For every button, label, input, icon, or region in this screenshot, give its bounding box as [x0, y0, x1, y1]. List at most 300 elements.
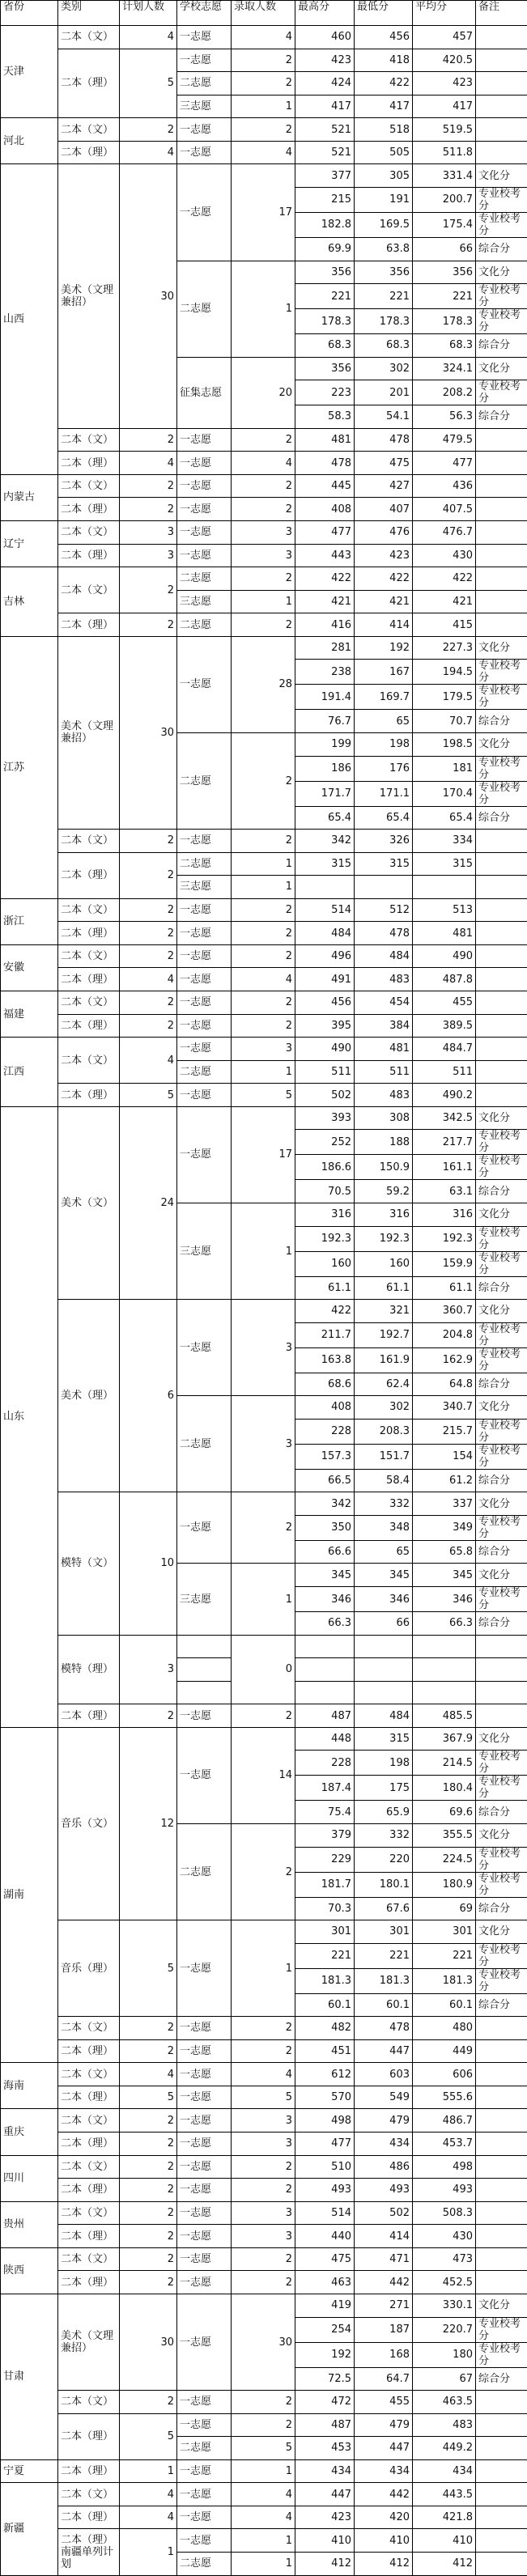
cell-choice: 一志愿	[177, 2529, 232, 2553]
cell-note: 专业校考分	[476, 1872, 527, 1897]
cell-min-score: 345	[355, 1564, 413, 1587]
cell-choice: 一志愿	[177, 1727, 232, 1823]
cell-admitted: 20	[232, 357, 295, 428]
cell-avg-score: 181	[413, 756, 476, 781]
cell-plan-count: 2	[120, 2039, 177, 2063]
cell-admitted: 2	[232, 944, 295, 968]
cell-admitted: 4	[232, 26, 295, 49]
cell-min-score: 471	[355, 2247, 413, 2271]
table-row	[1, 164, 527, 188]
cell-max-score: 493	[295, 2179, 355, 2202]
cell-avg-score: 154	[413, 1444, 476, 1469]
table-header-row	[1, 1, 527, 26]
cell-max-score: 422	[295, 567, 355, 591]
cell-plan-count: 2	[120, 498, 177, 521]
cell-max-score: 502	[295, 1084, 355, 1107]
table-row	[1, 852, 527, 876]
cell-avg-score: 415	[413, 613, 476, 637]
cell-avg-score: 483	[413, 2413, 476, 2437]
cell-note	[476, 2109, 527, 2133]
cell-max-score: 521	[295, 118, 355, 142]
cell-note: 综合分	[476, 1993, 527, 2017]
cell-note: 文化分	[476, 1492, 527, 1516]
cell-plan-count: 1	[120, 2529, 177, 2575]
cell-note	[476, 2039, 527, 2063]
cell-province: 新疆	[1, 2483, 58, 2575]
cell-note: 文化分	[476, 636, 527, 660]
cell-max-score: 487	[295, 2413, 355, 2437]
cell-max-score: 422	[295, 1300, 355, 1323]
cell-admitted: 2	[232, 830, 295, 853]
cell-note	[476, 474, 527, 498]
cell-min-score: 221	[355, 284, 413, 309]
cell-note: 专业校考分	[476, 1322, 527, 1347]
cell-category: 美术（理）	[58, 1300, 120, 1492]
cell-min-score: 420	[355, 2506, 413, 2529]
cell-avg-score: 508.3	[413, 2201, 476, 2225]
cell-note: 专业校考分	[476, 1776, 527, 1801]
table-row	[1, 2017, 527, 2040]
cell-note: 综合分	[476, 1612, 527, 1636]
cell-note: 文化分	[476, 1564, 527, 1587]
cell-max-score: 238	[295, 660, 355, 685]
table-row	[1, 1084, 527, 1107]
cell-note: 专业校考分	[476, 781, 527, 806]
cell-note: 综合分	[476, 710, 527, 733]
cell-note	[476, 2179, 527, 2202]
table-row	[1, 2391, 527, 2414]
cell-admitted: 2	[232, 118, 295, 142]
header-note: 备注	[476, 1, 527, 26]
cell-avg-score: 69.6	[413, 1801, 476, 1824]
cell-category: 二本（理）	[58, 452, 120, 475]
cell-avg-score: 463.5	[413, 2391, 476, 2414]
cell-note: 综合分	[476, 1373, 527, 1396]
cell-max-score: 315	[295, 852, 355, 876]
cell-max-score: 76.7	[295, 710, 355, 733]
cell-choice: 一志愿	[177, 2247, 232, 2271]
cell-avg-score: 221	[413, 284, 476, 309]
cell-max-score: 443	[295, 544, 355, 567]
cell-max-score: 496	[295, 944, 355, 968]
cell-choice: 二志愿	[177, 72, 232, 95]
cell-note	[476, 26, 527, 49]
cell-note	[476, 2506, 527, 2529]
cell-admitted: 2	[232, 922, 295, 945]
cell-category: 二本（理）	[58, 2225, 120, 2248]
cell-min-score: 454	[355, 991, 413, 1015]
cell-category: 二本（文）	[58, 2247, 120, 2271]
cell-category: 二本（理）	[58, 2413, 120, 2459]
cell-min-score: 54.1	[355, 405, 413, 429]
cell-note: 文化分	[476, 1920, 527, 1944]
cell-min-score: 67.6	[355, 1897, 413, 1920]
cell-avg-score: 175.4	[413, 212, 476, 237]
table-row	[1, 2247, 527, 2271]
cell-province: 内蒙古	[1, 474, 58, 520]
cell-note	[476, 1060, 527, 1084]
cell-max-score: 69.9	[295, 237, 355, 261]
cell-admitted: 17	[232, 1106, 295, 1203]
cell-max-score: 346	[295, 1587, 355, 1612]
cell-avg-score: 204.8	[413, 1322, 476, 1347]
cell-admitted: 2	[232, 2247, 295, 2271]
cell-category: 二本（文）	[58, 2201, 120, 2225]
table-row	[1, 452, 527, 475]
cell-avg-score: 423	[413, 72, 476, 95]
cell-max-score: 423	[295, 2506, 355, 2529]
cell-category: 二本（理）	[58, 141, 120, 164]
cell-max-score: 490	[295, 1038, 355, 1061]
cell-admitted: 28	[232, 636, 295, 732]
cell-admitted: 5	[232, 1084, 295, 1107]
cell-note	[476, 544, 527, 567]
cell-avg-score: 449.2	[413, 2437, 476, 2460]
cell-min-score: 315	[355, 852, 413, 876]
cell-admitted: 2	[232, 2391, 295, 2414]
cell-choice: 二志愿	[177, 2437, 232, 2460]
cell-category: 二本（理）	[58, 49, 120, 118]
cell-choice: 一志愿	[177, 2063, 232, 2086]
cell-category: 二本（文）	[58, 2155, 120, 2179]
cell-max-score: 421	[295, 590, 355, 613]
cell-category: 美术（文理兼招）	[58, 2294, 120, 2390]
cell-province: 四川	[1, 2155, 58, 2201]
cell-admitted: 5	[232, 2437, 295, 2460]
cell-plan-count: 2	[120, 944, 177, 968]
cell-note	[476, 498, 527, 521]
cell-avg-score: 484.7	[413, 1038, 476, 1061]
cell-category: 二本（理）	[58, 2133, 120, 2156]
cell-max-score: 417	[295, 95, 355, 118]
cell-plan-count: 4	[120, 2063, 177, 2086]
cell-min-score: 414	[355, 613, 413, 637]
cell-note	[476, 2201, 527, 2225]
table-row	[1, 1300, 527, 1323]
cell-admitted: 30	[232, 2294, 295, 2390]
cell-avg-score: 65.4	[413, 806, 476, 830]
cell-choice: 一志愿	[177, 830, 232, 853]
cell-admitted: 1	[232, 852, 295, 876]
cell-min-score: 475	[355, 452, 413, 475]
cell-avg-score: 61.1	[413, 1276, 476, 1300]
cell-min-score: 434	[355, 2459, 413, 2483]
cell-max-score: 377	[295, 164, 355, 188]
cell-choice: 一志愿	[177, 922, 232, 945]
cell-plan-count: 2	[120, 830, 177, 853]
cell-category: 二本（理）	[58, 2459, 120, 2483]
cell-max-score: 570	[295, 2086, 355, 2109]
cell-note	[476, 898, 527, 922]
cell-province: 海南	[1, 2063, 58, 2109]
cell-max-score	[295, 876, 355, 899]
cell-min-score: 518	[355, 118, 413, 142]
cell-plan-count: 4	[120, 2483, 177, 2506]
cell-admitted: 3	[232, 2201, 295, 2225]
cell-avg-score: 367.9	[413, 1727, 476, 1751]
cell-plan-count: 2	[120, 2247, 177, 2271]
cell-category: 美术（文理兼招）	[58, 164, 120, 428]
cell-note: 专业校考分	[476, 1130, 527, 1155]
cell-min-score: 348	[355, 1515, 413, 1540]
table-row	[1, 141, 527, 164]
cell-min-score: 407	[355, 498, 413, 521]
cell-min-score: 549	[355, 2086, 413, 2109]
cell-min-score: 456	[355, 26, 413, 49]
cell-avg-score: 513	[413, 898, 476, 922]
cell-min-score: 65	[355, 1540, 413, 1564]
cell-min-score: 332	[355, 1492, 413, 1516]
table-row	[1, 2483, 527, 2506]
cell-max-score: 434	[295, 2459, 355, 2483]
cell-note: 文化分	[476, 357, 527, 380]
cell-plan-count: 2	[120, 852, 177, 898]
cell-min-score: 356	[355, 261, 413, 284]
cell-plan-count: 3	[120, 521, 177, 545]
cell-min-score: 455	[355, 2391, 413, 2414]
cell-note: 专业校考分	[476, 1847, 527, 1872]
cell-note: 专业校考分	[476, 1419, 527, 1444]
cell-avg-score: 487.8	[413, 968, 476, 991]
table-row	[1, 1106, 527, 1130]
cell-plan-count: 1	[120, 2459, 177, 2483]
cell-max-score: 453	[295, 2437, 355, 2460]
cell-category: 二本（文）	[58, 521, 120, 545]
cell-note: 综合分	[476, 1540, 527, 1564]
cell-choice: 一志愿	[177, 2391, 232, 2414]
cell-max-score: 451	[295, 2039, 355, 2063]
cell-plan-count: 4	[120, 968, 177, 991]
cell-min-score: 198	[355, 1751, 413, 1776]
cell-category: 二本（文）	[58, 567, 120, 613]
cell-max-score: 448	[295, 1727, 355, 1751]
cell-plan-count: 6	[120, 1300, 177, 1492]
cell-avg-score: 214.5	[413, 1751, 476, 1776]
cell-choice: 一志愿	[177, 1492, 232, 1564]
cell-max-score: 424	[295, 72, 355, 95]
cell-note: 专业校考分	[476, 1444, 527, 1469]
cell-province: 江苏	[1, 636, 58, 898]
cell-min-score	[355, 1681, 413, 1704]
cell-plan-count: 2	[120, 118, 177, 142]
cell-min-score: 62.4	[355, 1373, 413, 1396]
cell-min-score: 479	[355, 2413, 413, 2437]
cell-max-score: 612	[295, 2063, 355, 2086]
cell-max-score: 456	[295, 991, 355, 1015]
cell-min-score: 478	[355, 428, 413, 452]
cell-max-score: 163.8	[295, 1347, 355, 1373]
cell-avg-score: 180.9	[413, 1872, 476, 1897]
cell-avg-score: 473	[413, 2247, 476, 2271]
cell-admitted: 4	[232, 141, 295, 164]
cell-avg-score: 63.1	[413, 1180, 476, 1203]
cell-max-score: 157.3	[295, 1444, 355, 1469]
cell-admitted: 2	[232, 498, 295, 521]
cell-max-score: 472	[295, 2391, 355, 2414]
cell-choice: 一志愿	[177, 636, 232, 732]
cell-note	[476, 1681, 527, 1704]
table-row	[1, 498, 527, 521]
cell-category: 模特（理）	[58, 1635, 120, 1704]
cell-avg-score: 417	[413, 95, 476, 118]
table-row	[1, 898, 527, 922]
cell-avg-score: 331.4	[413, 164, 476, 188]
cell-max-score: 178.3	[295, 309, 355, 334]
cell-max-score: 186.6	[295, 1155, 355, 1180]
cell-category: 二本（理）	[58, 1014, 120, 1038]
cell-choice: 一志愿	[177, 2483, 232, 2506]
cell-plan-count: 2	[120, 2155, 177, 2179]
cell-plan-count: 2	[120, 898, 177, 922]
cell-admitted: 14	[232, 1727, 295, 1823]
cell-max-score: 514	[295, 898, 355, 922]
cell-max-score: 510	[295, 2155, 355, 2179]
cell-admitted: 3	[232, 544, 295, 567]
cell-admitted: 2	[232, 1492, 295, 1564]
cell-avg-score: 480	[413, 2017, 476, 2040]
cell-province: 辽宁	[1, 521, 58, 567]
cell-note	[476, 968, 527, 991]
cell-min-score: 442	[355, 2483, 413, 2506]
cell-avg-score	[413, 1681, 476, 1704]
cell-admitted: 4	[232, 2063, 295, 2086]
table-row	[1, 922, 527, 945]
cell-admitted: 2	[232, 2413, 295, 2437]
cell-max-score: 254	[295, 2317, 355, 2342]
cell-choice: 一志愿	[177, 2017, 232, 2040]
cell-avg-score: 194.5	[413, 660, 476, 685]
cell-admitted: 1	[232, 2459, 295, 2483]
cell-plan-count: 5	[120, 2086, 177, 2109]
table-row	[1, 474, 527, 498]
cell-note: 专业校考分	[476, 1751, 527, 1776]
cell-min-score: 412	[355, 2553, 413, 2576]
cell-note	[476, 2247, 527, 2271]
cell-category: 二本（文）	[58, 2063, 120, 2086]
cell-max-score: 75.4	[295, 1801, 355, 1824]
cell-min-score: 484	[355, 944, 413, 968]
cell-plan-count: 4	[120, 2506, 177, 2529]
cell-category: 二本（文）	[58, 1038, 120, 1084]
cell-max-score	[295, 1681, 355, 1704]
table-row	[1, 428, 527, 452]
table-body	[1, 1, 527, 2576]
cell-max-score: 68.3	[295, 334, 355, 358]
cell-min-score: 302	[355, 357, 413, 380]
cell-avg-score: 60.1	[413, 1993, 476, 2017]
cell-min-score: 181.3	[355, 1968, 413, 1993]
cell-note	[476, 2483, 527, 2506]
cell-min-score: 316	[355, 1203, 413, 1226]
table-row	[1, 544, 527, 567]
cell-note: 文化分	[476, 1823, 527, 1847]
cell-category: 音乐（文）	[58, 1727, 120, 1920]
cell-category: 二本（文）	[58, 830, 120, 853]
cell-category: 二本（文）	[58, 991, 120, 1015]
cell-avg-score: 198.5	[413, 732, 476, 756]
cell-min-score: 221	[355, 1943, 413, 1968]
cell-province: 陕西	[1, 2247, 58, 2294]
cell-admitted: 4	[232, 2506, 295, 2529]
cell-note	[476, 590, 527, 613]
cell-avg-score: 161.1	[413, 1155, 476, 1180]
cell-admitted: 1	[232, 1564, 295, 1635]
cell-note: 文化分	[476, 732, 527, 756]
header-choice: 学校志愿	[177, 1, 232, 26]
cell-choice: 一志愿	[177, 1920, 232, 2017]
cell-plan-count: 4	[120, 1038, 177, 1084]
cell-max-score: 199	[295, 732, 355, 756]
cell-avg-score: 337	[413, 1492, 476, 1516]
cell-avg-score: 69	[413, 1897, 476, 1920]
cell-choice: 一志愿	[177, 2459, 232, 2483]
cell-note	[476, 1084, 527, 1107]
cell-max-score: 350	[295, 1515, 355, 1540]
cell-note: 综合分	[476, 1897, 527, 1920]
cell-choice: 一志愿	[177, 2109, 232, 2133]
table-row	[1, 968, 527, 991]
cell-min-score: 447	[355, 2437, 413, 2460]
cell-choice: 一志愿	[177, 2086, 232, 2109]
table-row	[1, 2529, 527, 2553]
cell-min-score: 502	[355, 2201, 413, 2225]
cell-max-score: 66.3	[295, 1612, 355, 1636]
cell-avg-score: 486.7	[413, 2109, 476, 2133]
cell-admitted: 2	[232, 2017, 295, 2040]
cell-plan-count: 2	[120, 2391, 177, 2414]
cell-category: 模特（文）	[58, 1492, 120, 1635]
cell-min-score: 171.1	[355, 781, 413, 806]
cell-min-score: 505	[355, 141, 413, 164]
cell-avg-score: 410	[413, 2529, 476, 2553]
cell-min-score: 493	[355, 2179, 413, 2202]
cell-category: 二本（文）	[58, 118, 120, 142]
cell-avg-score	[413, 1658, 476, 1682]
cell-choice: 二志愿	[177, 1396, 232, 1492]
cell-admitted: 3	[232, 2225, 295, 2248]
cell-max-score: 316	[295, 1203, 355, 1226]
cell-min-score: 422	[355, 72, 413, 95]
cell-avg-score: 340.7	[413, 1396, 476, 1420]
table-row	[1, 944, 527, 968]
header-province: 省份	[1, 1, 58, 26]
cell-avg-score: 443.5	[413, 2483, 476, 2506]
cell-min-score: 180.1	[355, 1872, 413, 1897]
cell-max-score: 395	[295, 1014, 355, 1038]
table-row	[1, 1727, 527, 1751]
cell-note: 文化分	[476, 2294, 527, 2317]
cell-choice: 二志愿	[177, 732, 232, 829]
cell-min-score: 346	[355, 1587, 413, 1612]
cell-avg-score: 490.2	[413, 1084, 476, 1107]
cell-category: 二本（文）	[58, 26, 120, 49]
cell-max-score: 484	[295, 922, 355, 945]
cell-choice: 一志愿	[177, 2179, 232, 2202]
cell-note	[476, 2017, 527, 2040]
cell-avg-score: 420.5	[413, 49, 476, 72]
cell-min-score: 160	[355, 1251, 413, 1276]
cell-note	[476, 922, 527, 945]
cell-max-score: 181.7	[295, 1872, 355, 1897]
cell-note	[476, 2529, 527, 2553]
table-row	[1, 2294, 527, 2317]
cell-avg-score: 70.7	[413, 710, 476, 733]
table-row	[1, 567, 527, 591]
cell-category: 二本（文）	[58, 898, 120, 922]
cell-note: 综合分	[476, 1469, 527, 1492]
cell-plan-count: 2	[120, 474, 177, 498]
cell-category: 二本（理）	[58, 1084, 120, 1107]
